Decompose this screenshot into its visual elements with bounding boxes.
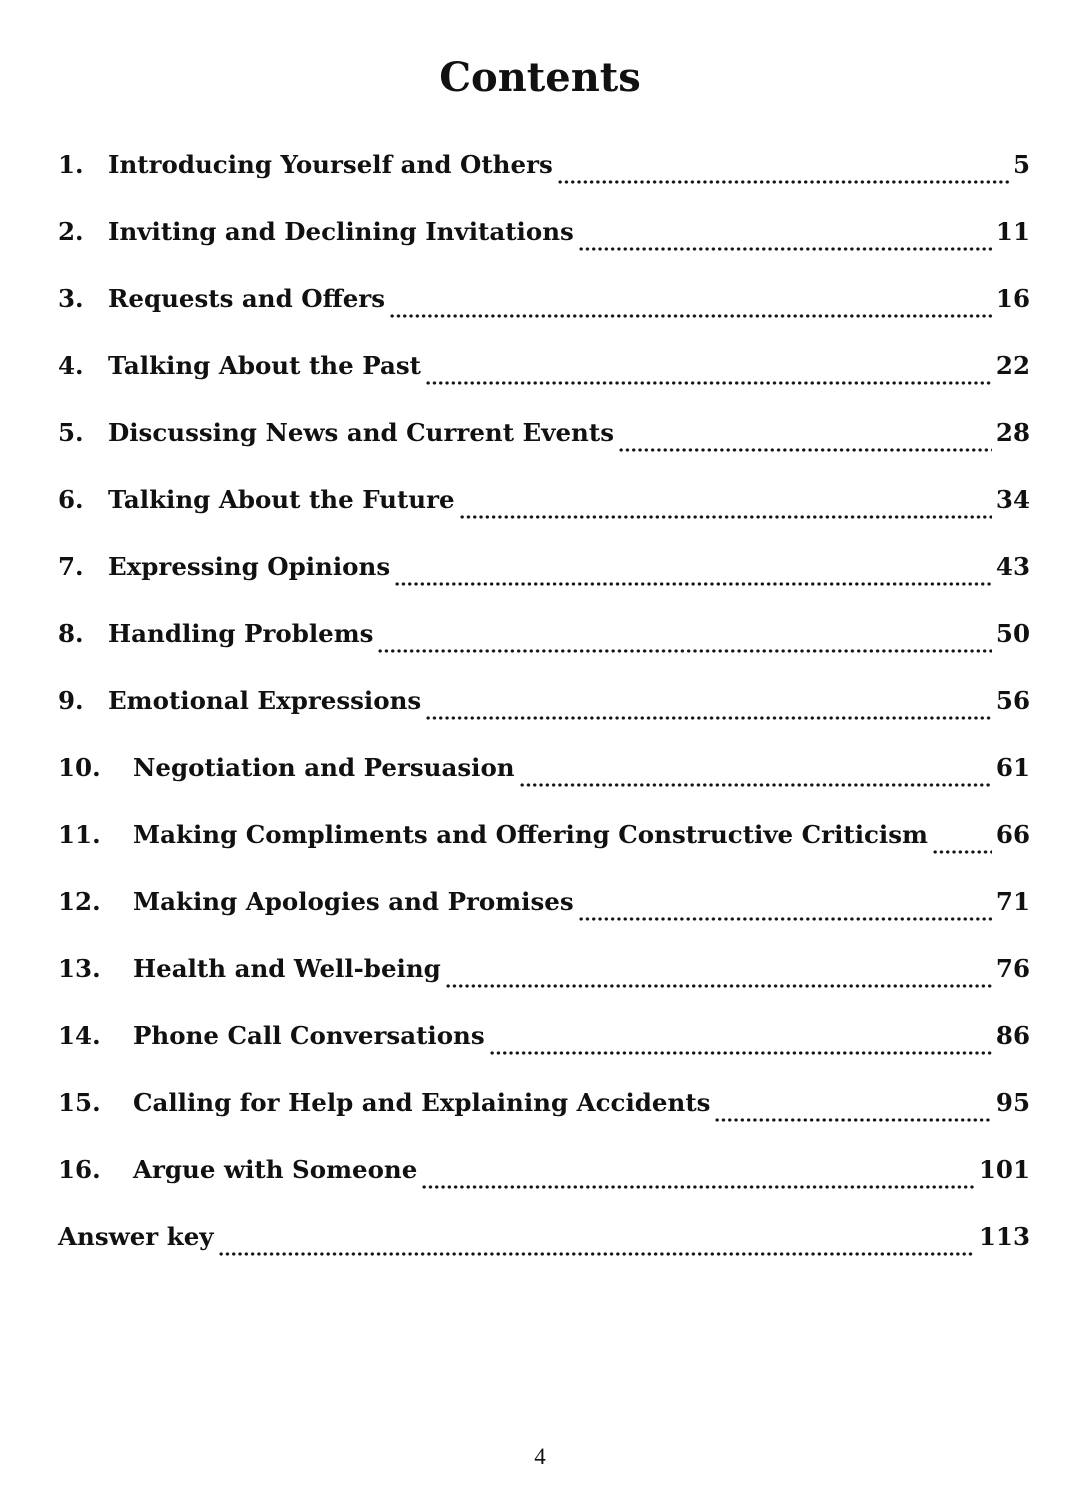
toc-entry[interactable] (58, 880, 1030, 947)
dot-leader (425, 703, 992, 723)
toc-entry[interactable] (58, 478, 1030, 545)
toc-entry-page: 113 (978, 1222, 1030, 1251)
toc-entry-title: Making Apologies and Promises (133, 887, 574, 916)
dot-leader (421, 1172, 975, 1192)
toc-entry[interactable] (58, 679, 1030, 746)
dot-leader (377, 636, 991, 656)
toc-entry-answer-key[interactable] (58, 1215, 1030, 1282)
table-of-contents (58, 143, 1030, 1282)
toc-entry[interactable] (58, 1014, 1030, 1081)
toc-entry-page: 61 (995, 753, 1030, 782)
toc-entry-page: 66 (995, 820, 1030, 849)
toc-entry-page: 11 (995, 217, 1030, 246)
dot-leader (557, 167, 1009, 187)
toc-entry-page: 34 (995, 485, 1030, 514)
toc-entry-number: 12. (58, 887, 101, 916)
toc-entry-number: 6. (58, 485, 84, 514)
toc-entry-page: 22 (995, 351, 1030, 380)
toc-entry-page: 86 (995, 1021, 1030, 1050)
toc-entry-title: Discussing News and Current Events (108, 418, 614, 447)
toc-entry[interactable] (58, 545, 1030, 612)
toc-entry-number: 4. (58, 351, 84, 380)
toc-entry[interactable] (58, 210, 1030, 277)
toc-entry-page: 50 (995, 619, 1030, 648)
toc-entry[interactable] (58, 411, 1030, 478)
toc-entry-page: 71 (995, 887, 1030, 916)
dot-leader (218, 1239, 975, 1259)
toc-entry-title: Handling Problems (108, 619, 374, 648)
dot-leader (578, 904, 992, 924)
dot-leader (932, 837, 992, 857)
toc-entry-page: 16 (995, 284, 1030, 313)
toc-entry-page: 76 (995, 954, 1030, 983)
toc-entry-title: Calling for Help and Explaining Accidents (133, 1088, 711, 1117)
toc-entry-title: Making Compliments and Offering Constructive Criticism (133, 820, 928, 849)
toc-entry[interactable] (58, 143, 1030, 210)
toc-entry-number: 16. (58, 1155, 101, 1184)
toc-entry-number: 15. (58, 1088, 101, 1117)
toc-entry-title: Phone Call Conversations (133, 1021, 485, 1050)
toc-entry-title: Health and Well-being (133, 954, 441, 983)
toc-entry-number: 10. (58, 753, 101, 782)
toc-entry-title: Answer key (58, 1222, 214, 1251)
toc-entry-title: Talking About the Future (108, 485, 455, 514)
dot-leader (389, 301, 992, 321)
toc-entry[interactable] (58, 612, 1030, 679)
toc-entry[interactable] (58, 746, 1030, 813)
toc-entry[interactable] (58, 1081, 1030, 1148)
toc-entry-page: 95 (995, 1088, 1030, 1117)
toc-entry-title: Requests and Offers (108, 284, 386, 313)
toc-entry-number: 8. (58, 619, 84, 648)
toc-entry-title: Talking About the Past (108, 351, 421, 380)
toc-entry-title: Introducing Yourself and Others (108, 150, 553, 179)
toc-entry-number: 5. (58, 418, 84, 447)
dot-leader (394, 569, 992, 589)
toc-entry-title: Argue with Someone (133, 1155, 418, 1184)
toc-entry-page: 5 (1012, 150, 1030, 179)
dot-leader (618, 435, 992, 455)
toc-entry-number: 9. (58, 686, 84, 715)
toc-entry-number: 1. (58, 150, 84, 179)
toc-entry[interactable] (58, 277, 1030, 344)
toc-entry[interactable] (58, 1148, 1030, 1215)
toc-entry-number: 2. (58, 217, 84, 246)
toc-entry-page: 56 (995, 686, 1030, 715)
toc-entry[interactable] (58, 813, 1030, 880)
toc-entry-page: 28 (995, 418, 1030, 447)
toc-entry-title: Negotiation and Persuasion (133, 753, 515, 782)
dot-leader (714, 1105, 991, 1125)
toc-entry-title: Inviting and Declining Invitations (108, 217, 574, 246)
toc-entry[interactable] (58, 947, 1030, 1014)
toc-entry-number: 3. (58, 284, 84, 313)
toc-entry-page: 43 (995, 552, 1030, 581)
toc-entry-number: 14. (58, 1021, 101, 1050)
dot-leader (489, 1038, 992, 1058)
dot-leader (425, 368, 992, 388)
toc-entry-number: 13. (58, 954, 101, 983)
toc-entry-number: 7. (58, 552, 84, 581)
dot-leader (459, 502, 992, 522)
toc-entry-page: 101 (978, 1155, 1030, 1184)
dot-leader (445, 971, 992, 991)
dot-leader (578, 234, 992, 254)
toc-entry[interactable] (58, 344, 1030, 411)
page-title: Contents (439, 54, 641, 101)
dot-leader (519, 770, 992, 790)
toc-entry-title: Emotional Expressions (108, 686, 422, 715)
toc-entry-title: Expressing Opinions (108, 552, 391, 581)
page-number: 4 (534, 1444, 546, 1469)
toc-entry-number: 11. (58, 820, 101, 849)
